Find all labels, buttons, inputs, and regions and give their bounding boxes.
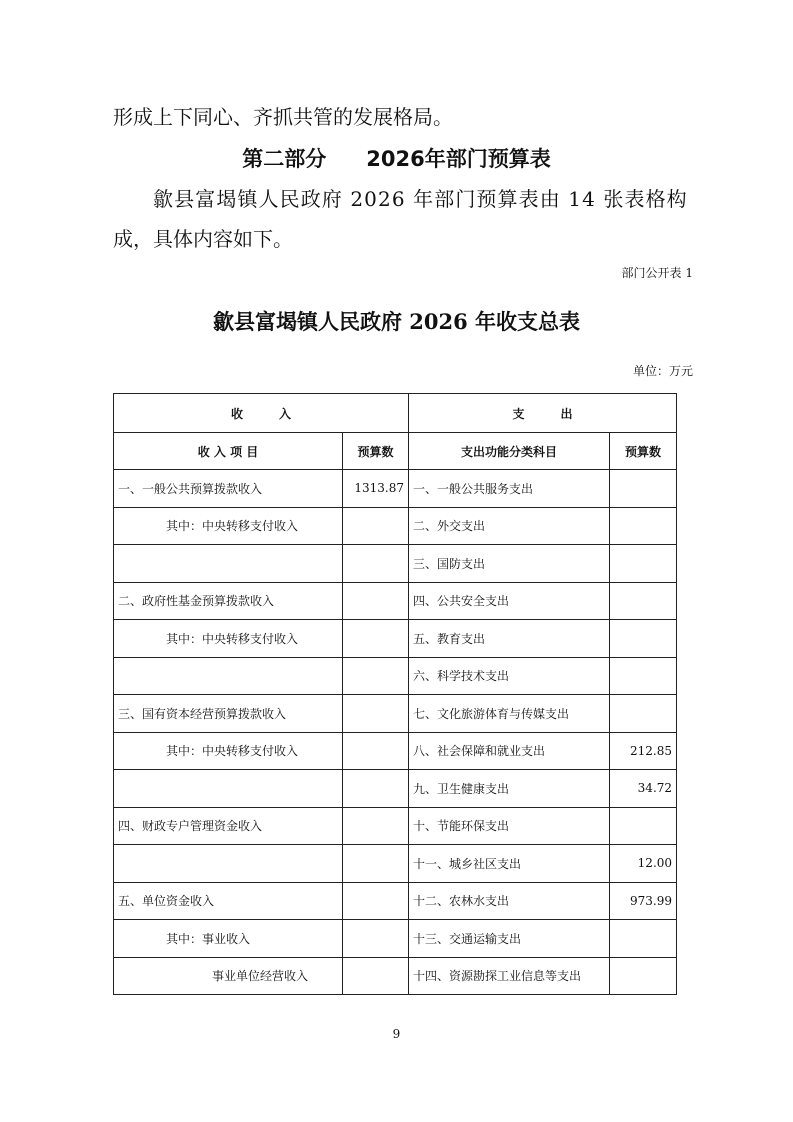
income-item-cell: 三、国有资本经营预算拨款收入 (114, 695, 343, 733)
description-line-1: 歙县富堨镇人民政府 2026 年部门预算表由 14 张表格构 (153, 187, 688, 211)
income-amount-cell (343, 845, 409, 883)
table-row (114, 507, 677, 545)
income-item-cell: 其中：事业收入 (114, 920, 343, 958)
income-amount-cell (343, 882, 409, 920)
income-amount-cell (343, 620, 409, 658)
expense-amount-cell: 212.85 (610, 732, 677, 770)
table-row (114, 882, 677, 920)
table-row (114, 582, 677, 620)
expense-amount-cell (610, 582, 677, 620)
expense-amount-header: 预算数 (610, 433, 677, 470)
description-line-2: 成，具体内容如下。 (113, 227, 293, 251)
expense-item-cell: 四、公共安全支出 (409, 582, 610, 620)
expense-amount-cell (610, 507, 677, 545)
expense-amount-cell (610, 957, 677, 995)
table-row (114, 957, 677, 995)
expense-amount-cell (610, 620, 677, 658)
expense-item-cell: 十、节能环保支出 (409, 807, 610, 845)
table-row (114, 845, 677, 883)
expense-item-cell: 三、国防支出 (409, 545, 610, 583)
expense-group-header: 支 出 (409, 394, 677, 433)
income-amount-header: 预算数 (343, 433, 409, 470)
expense-item-cell: 一、一般公共服务支出 (409, 470, 610, 508)
income-item-cell: 五、单位资金收入 (114, 882, 343, 920)
income-amount-cell (343, 957, 409, 995)
expense-item-cell: 十四、资源勘探工业信息等支出 (409, 957, 610, 995)
expense-item-cell: 十三、交通运输支出 (409, 920, 610, 958)
expense-item-cell: 九、卫生健康支出 (409, 770, 610, 808)
income-amount-cell (343, 732, 409, 770)
expense-amount-cell (610, 807, 677, 845)
expense-item-cell: 七、文化旅游体育与传媒支出 (409, 695, 610, 733)
group-header-row (114, 394, 677, 433)
expense-item-header: 支出功能分类科目 (409, 433, 610, 470)
income-amount-cell (343, 545, 409, 583)
table-row (114, 657, 677, 695)
expense-amount-cell (610, 470, 677, 508)
section-title: 2026年部门预算表 (366, 147, 551, 171)
income-item-cell (114, 770, 343, 808)
expense-amount-cell (610, 545, 677, 583)
expense-amount-cell: 973.99 (610, 882, 677, 920)
expense-item-cell: 二、外交支出 (409, 507, 610, 545)
expense-item-cell: 五、教育支出 (409, 620, 610, 658)
expense-amount-cell: 34.72 (610, 770, 677, 808)
income-item-cell: 一、一般公共预算拨款收入 (114, 470, 343, 508)
income-item-cell: 其中：中央转移支付收入 (114, 732, 343, 770)
section-part-label: 第二部分 (242, 147, 327, 171)
income-amount-cell (343, 507, 409, 545)
table-row (114, 920, 677, 958)
budget-summary-table (113, 393, 677, 995)
income-item-cell: 其中：中央转移支付收入 (114, 620, 343, 658)
page-number: 9 (392, 1027, 401, 1041)
income-item-cell: 四、财政专户管理资金收入 (114, 807, 343, 845)
income-amount-cell (343, 807, 409, 845)
income-item-cell (114, 657, 343, 695)
expense-amount-cell (610, 657, 677, 695)
income-group-header: 收 入 (114, 394, 409, 433)
income-item-header: 收 入 项 目 (114, 433, 343, 470)
table-row (114, 807, 677, 845)
table-row (114, 545, 677, 583)
expense-amount-cell (610, 695, 677, 733)
intro-paragraph-end: 形成上下同心、齐抓共管的发展格局。 (113, 105, 453, 129)
income-amount-cell: 1313.87 (343, 470, 409, 508)
expense-item-cell: 十一、城乡社区支出 (409, 845, 610, 883)
table-title: 歙县富堨镇人民政府 2026 年收支总表 (212, 309, 581, 334)
expense-item-cell: 六、科学技术支出 (409, 657, 610, 695)
income-item-cell: 其中：中央转移支付收入 (114, 507, 343, 545)
income-item-cell: 二、政府性基金预算拨款收入 (114, 582, 343, 620)
unit-label: 单位：万元 (632, 364, 693, 378)
income-item-cell (114, 545, 343, 583)
table-row (114, 470, 677, 508)
expense-amount-cell: 12.00 (610, 845, 677, 883)
income-amount-cell (343, 695, 409, 733)
column-header-row (114, 433, 677, 470)
expense-amount-cell (610, 920, 677, 958)
income-item-cell: 事业单位经营收入 (114, 957, 343, 995)
income-amount-cell (343, 582, 409, 620)
expense-item-cell: 十二、农林水支出 (409, 882, 610, 920)
table-row (114, 695, 677, 733)
expense-item-cell: 八、社会保障和就业支出 (409, 732, 610, 770)
income-amount-cell (343, 657, 409, 695)
income-amount-cell (343, 920, 409, 958)
table-code: 部门公开表 1 (621, 266, 693, 280)
table-row (114, 770, 677, 808)
income-item-cell (114, 845, 343, 883)
income-amount-cell (343, 770, 409, 808)
section-heading (0, 143, 793, 173)
table-row (114, 620, 677, 658)
table-row (114, 732, 677, 770)
